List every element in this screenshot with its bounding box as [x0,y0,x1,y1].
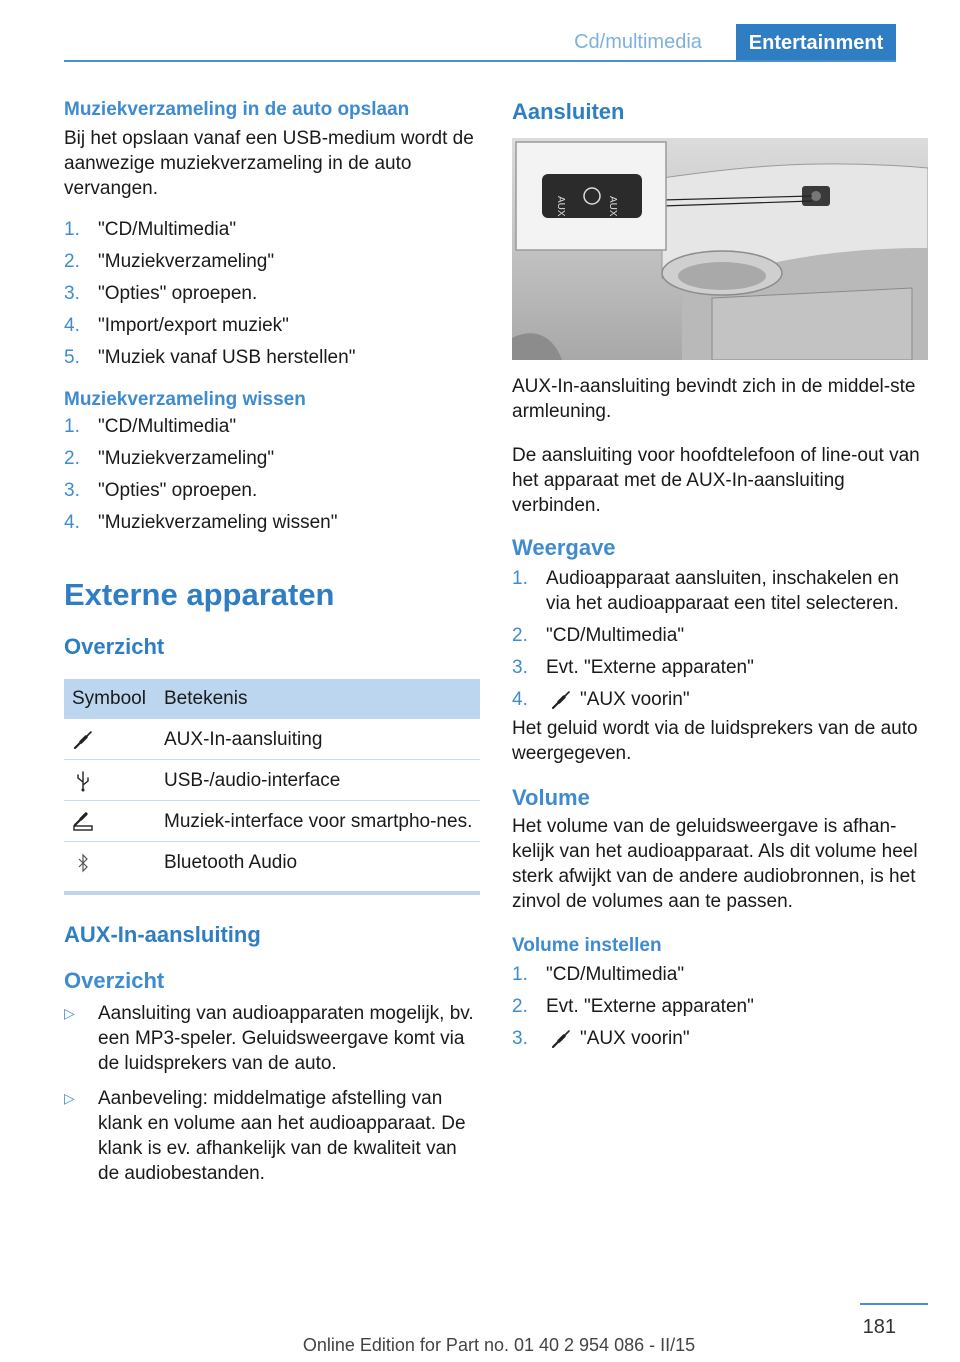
playback-after: Het geluid wordt via de luidsprekers van de auto weergegeven. [512,718,918,764]
footer-edition-note: Online Edition for Part no. 01 40 2 954 086 - II/15 [302,1335,696,1355]
list-item: 1. "CD/Multimedia" [64,416,237,437]
list-item: 3. "AUX voorin" [512,1028,690,1049]
page-header [0,0,960,62]
list-item: 3. Evt. "Externe apparaten" [512,657,754,678]
list-item: 4. "Import/export muziek" [64,315,289,336]
aux-plug-icon [550,689,572,711]
aux-bullets [64,1001,480,1186]
list-item: ▷ Aansluiting van audioapparaten mogelijk, bv. een MP3-speler. Geluidsweergave komt via de luidsprekers van de auto. [64,1003,474,1074]
external-subheading: Overzicht [64,634,165,659]
footer-rule [860,1303,928,1305]
list-item: 3. "Opties" oproepen. [64,480,258,501]
list-item: 3. "Opties" oproepen. [64,283,258,304]
external-heading: Externe apparaten [64,577,335,612]
list-item: 2. "Muziekverzameling" [64,251,275,272]
right-column [512,96,928,1058]
save-steps [64,217,480,370]
list-item: 4. "AUX voorin" [512,689,690,710]
svg-text:AUX: AUX [555,196,566,217]
list-item: ▷ Aanbeveling: middelmatige afstelling van klank en volume aan het audioapparaat. De klank is ev. afhankelijk van de kwaliteit van de audiobestanden. [64,1088,466,1184]
table-cell: USB-/audio-interface [164,760,480,801]
aux-heading: AUX-In-aansluiting [64,922,261,947]
delete-steps [64,414,480,535]
page-number: 181 [862,1316,896,1338]
save-text: Bij het opslaan vanaf een USB-medium wordt de aanwezige muziekverzameling in de auto vervangen. [64,128,474,199]
symbol-table [64,679,480,895]
svg-text:AUX: AUX [607,196,618,217]
connect-caption: AUX-In-aansluiting bevindt zich in de middel-ste armleuning. [512,376,916,422]
table-header: Symbool [64,679,164,719]
playback-section [512,532,928,766]
list-item: 2. "CD/Multimedia" [512,625,685,646]
usb-icon [72,770,94,792]
external-section [64,575,480,895]
table-row [64,760,480,801]
list-item: 5. "Muziek vanaf USB herstellen" [64,347,356,368]
table-cell: Muziek-interface voor smartpho-nes. [164,801,480,842]
triangle-bullet-icon: ▷ [64,1090,75,1106]
aux-subheading: Overzicht [64,968,165,993]
list-item: 1. "CD/Multimedia" [512,964,685,985]
table-cell: Bluetooth Audio [164,842,480,894]
list-item: 1. Audioapparaat aansluiten, inschakelen en via het audioapparaat een titel selecteren. [512,568,899,614]
table-header-row [64,679,480,719]
aux-section [64,919,480,1186]
left-column [64,96,480,1196]
list-item: 1. "CD/Multimedia" [64,219,237,240]
volume-steps [512,962,928,1051]
delete-section [64,386,480,535]
connect-text: De aansluiting voor hoofdtelefoon of line-out van het apparaat met de AUX-In-aansluiting verbinden. [512,445,920,516]
save-heading: Muziekverzameling in de auto opslaan [64,99,410,120]
volume-section [512,782,928,1051]
aux-plug-icon [72,729,94,751]
volume-text: Het volume van de geluidsweergave is afhan-kelijk van het audioapparaat. Als dit volume heel sterk afwijkt van de andere audiobronnen, is het zinvol de volumes aan te passen. [512,816,918,912]
playback-heading: Weergave [512,535,616,560]
save-section [64,96,480,370]
delete-heading: Muziekverzameling wissen [64,389,306,410]
table-header: Betekenis [164,679,480,719]
volume-sub-heading: Volume instellen [512,935,662,956]
table-row [64,801,480,842]
connect-heading: Aansluiten [512,99,625,124]
header-section-label: Cd/multimedia [574,31,702,53]
list-item: 2. Evt. "Externe apparaten" [512,996,754,1017]
header-rule [64,60,896,62]
volume-heading: Volume [512,785,590,810]
list-item: 2. "Muziekverzameling" [64,448,275,469]
triangle-bullet-icon: ▷ [64,1005,75,1021]
smartphone-interface-icon [72,811,94,833]
list-item: 4. "Muziekverzameling wissen" [64,512,338,533]
table-row [64,842,480,894]
aux-plug-icon [550,1028,572,1050]
table-cell: AUX-In-aansluiting [164,719,480,760]
playback-steps [512,566,928,712]
table-row [64,719,480,760]
header-chapter-tab: Entertainment [736,24,896,62]
aux-port-photo [512,138,928,360]
bluetooth-icon [72,852,94,874]
